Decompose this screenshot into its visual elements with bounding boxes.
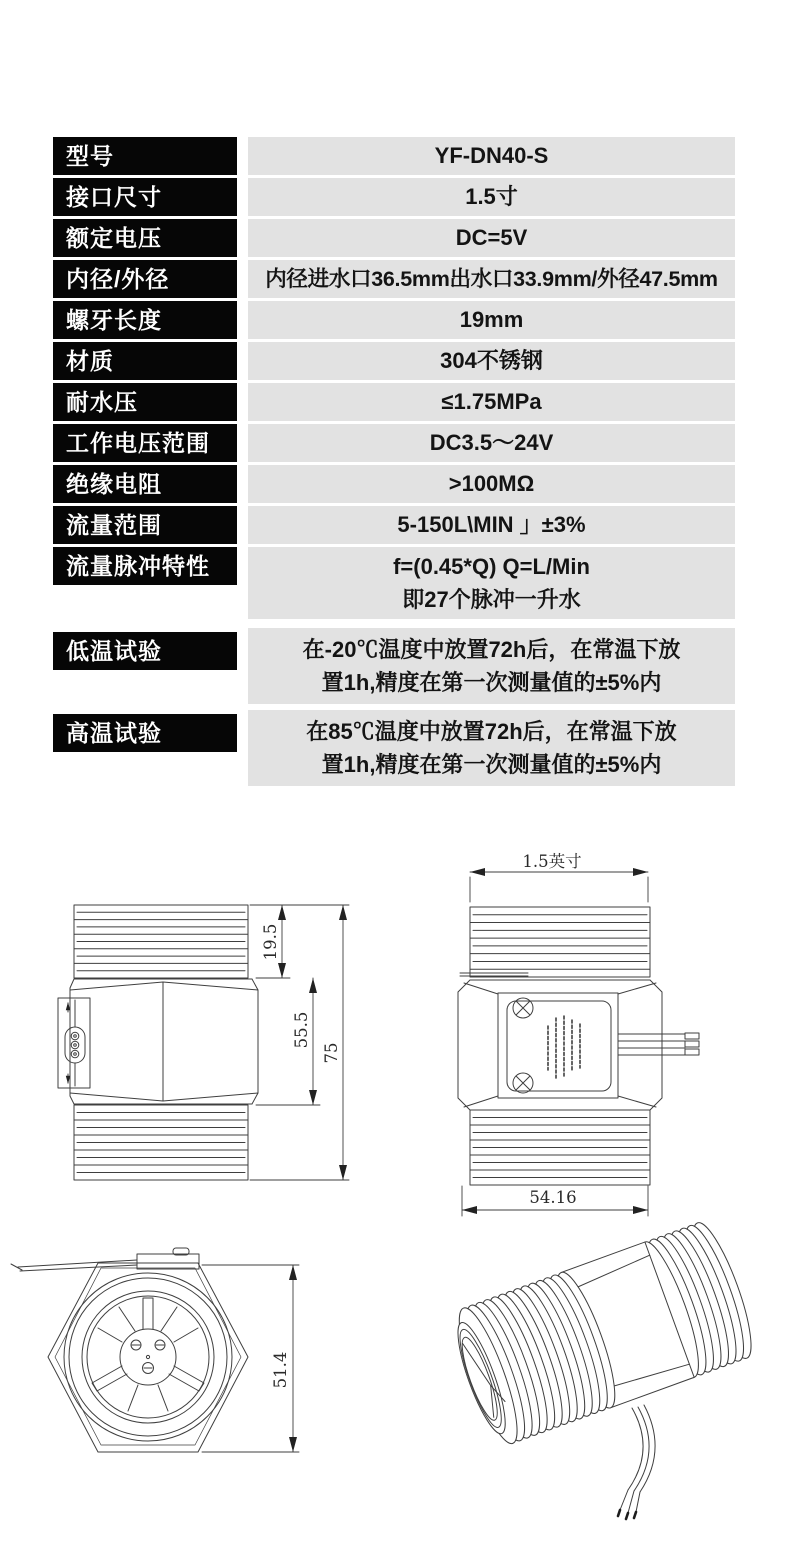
spec-row-pressure xyxy=(53,383,735,421)
spec-value-line1: 在-20℃温度中放置72h后，在常温下放 xyxy=(302,637,681,662)
spec-label: 型号 xyxy=(53,137,237,175)
spec-row-thread-length xyxy=(53,301,735,339)
spec-label: 绝缘电阻 xyxy=(53,465,237,503)
spec-label: 高温试验 xyxy=(53,714,237,752)
spec-label: 流量脉冲特性 xyxy=(53,547,237,585)
dim-body-height: 55.5 xyxy=(292,1011,311,1049)
dim-width-mm: 54.16 xyxy=(529,1188,577,1207)
wire xyxy=(11,1260,137,1271)
front-view-drawing xyxy=(458,907,699,1185)
dim-width-inch: 1.5英寸 xyxy=(522,852,582,871)
spec-value: 内径进水口36.5mm出水口33.9mm/外径47.5mm xyxy=(248,260,735,298)
spec-value-line1: f=(0.45*Q) Q=L/Min xyxy=(393,554,590,579)
spec-row-material xyxy=(53,342,735,380)
thread-section-top xyxy=(470,907,650,977)
spec-row-voltage-range xyxy=(53,424,735,462)
axial-view-drawing xyxy=(11,1248,248,1452)
spec-label: 耐水压 xyxy=(53,383,237,421)
spec-value xyxy=(248,710,735,786)
spec-row-insulation xyxy=(53,465,735,503)
hex-body xyxy=(70,979,258,1104)
spec-value-line2: 置1h,精度在第一次测量值的±5%内 xyxy=(321,670,662,695)
spec-label: 额定电压 xyxy=(53,219,237,257)
spec-row-model xyxy=(53,137,735,175)
label-text-marks xyxy=(548,1016,580,1078)
spec-value: 1.5寸 xyxy=(248,178,735,216)
dim-thread-length: 19.5 xyxy=(261,923,280,961)
spec-row-low-temp-test xyxy=(53,628,735,704)
spec-label: 工作电压范围 xyxy=(53,424,237,462)
spec-value: DC=5V xyxy=(248,219,735,257)
spec-value: 5-150L\MIN 」±3% xyxy=(248,506,735,544)
spec-table xyxy=(53,137,735,792)
spec-value-line2: 置1h,精度在第一次测量值的±5%内 xyxy=(321,752,662,777)
spec-value: YF-DN40-S xyxy=(248,137,735,175)
sensor-box xyxy=(498,993,618,1098)
thread-section-bottom xyxy=(470,1110,650,1185)
spec-value xyxy=(248,547,735,619)
spec-row-pulse xyxy=(53,547,735,619)
spec-label: 流量范围 xyxy=(53,506,237,544)
spec-label: 接口尺寸 xyxy=(53,178,237,216)
spec-value: >100MΩ xyxy=(248,465,735,503)
spec-value: ≤1.75MPa xyxy=(248,383,735,421)
impeller xyxy=(92,1298,204,1411)
spec-value: 304不锈钢 xyxy=(248,342,735,380)
spec-value: 19mm xyxy=(248,301,735,339)
thread-section-bottom xyxy=(74,1105,248,1180)
spec-row-flow-range xyxy=(53,506,735,544)
spec-label: 内径/外径 xyxy=(53,260,237,298)
technical-drawings xyxy=(0,830,790,1561)
dim-total-height: 75 xyxy=(322,1042,341,1064)
iso-view-drawing xyxy=(445,1217,762,1450)
thread-section-top xyxy=(74,905,248,978)
spec-label: 材质 xyxy=(53,342,237,380)
spec-label: 低温试验 xyxy=(53,632,237,670)
spec-value: DC3.5～24V xyxy=(248,424,735,462)
spec-value-line1: 在85℃温度中放置72h后，在常温下放 xyxy=(306,719,677,744)
spec-label: 螺牙长度 xyxy=(53,301,237,339)
side-view-drawing xyxy=(58,905,258,1180)
spec-row-diameter xyxy=(53,260,735,298)
connector xyxy=(58,998,90,1088)
spec-value-line2: 即27个脉冲一升水 xyxy=(402,587,581,612)
sensor-box-edge xyxy=(11,1248,199,1271)
spec-row-high-temp-test xyxy=(53,710,735,786)
dim-axial-height: 51.4 xyxy=(271,1351,290,1389)
iso-cable xyxy=(618,1405,655,1519)
spec-value xyxy=(248,628,735,704)
spec-row-port-size xyxy=(53,178,735,216)
spec-row-rated-voltage xyxy=(53,219,735,257)
cable xyxy=(618,1033,699,1055)
